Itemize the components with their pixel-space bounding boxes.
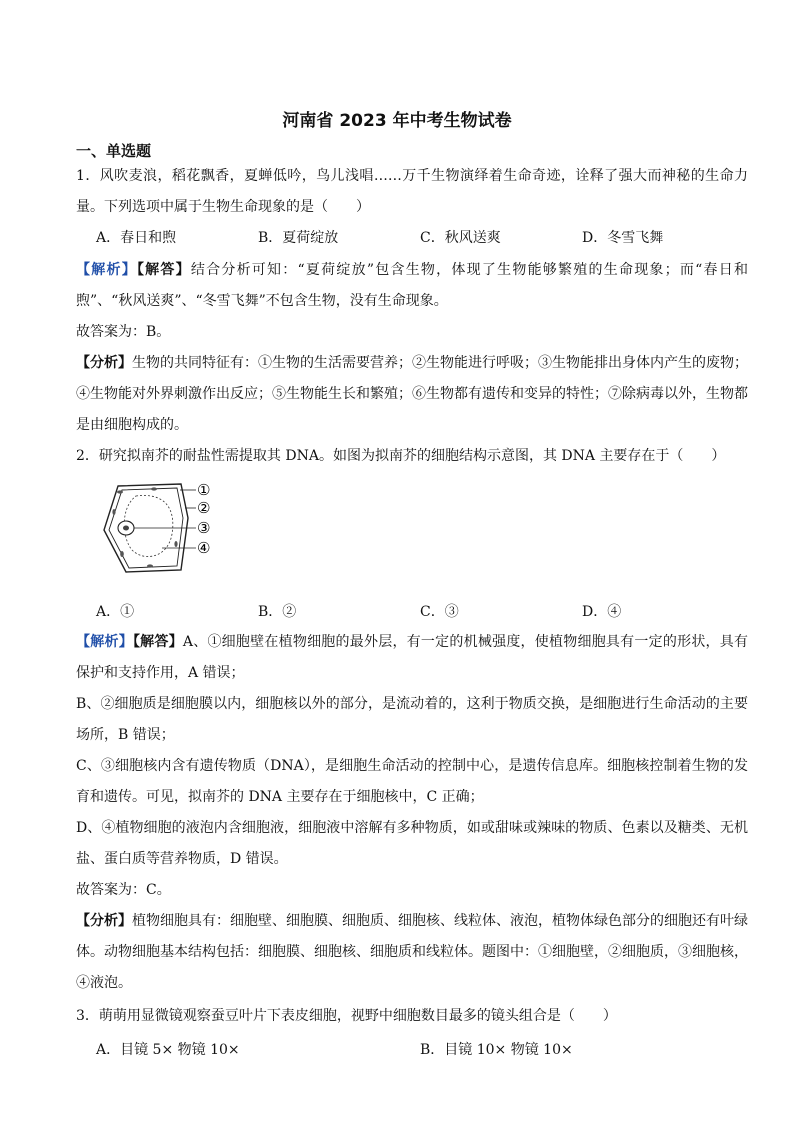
section-heading: 一、单选题 — [76, 142, 152, 160]
organelle-dot — [174, 541, 177, 547]
q2-analysis-b: B、②细胞质是细胞膜以内，细胞核以外的部分，是流动着的，这利于物质交换，是细胞进行生命活动的主要场所，B 错误； — [76, 696, 748, 743]
analysis-tag: 【解析】 — [76, 634, 133, 650]
answer-tag: 【解答】 — [136, 262, 191, 278]
figure-label-2: ② — [197, 499, 211, 517]
q1-option-b: B．夏荷绽放 — [258, 230, 339, 246]
q2-note-text: 植物细胞具有：细胞壁、细胞膜、细胞质、细胞核、线粒体、液泡，植物体绿色部分的细胞还有叶绿体。动物细胞基本结构包括：细胞膜、细胞核、细胞质和线粒体。题图中：①细胞壁，②细胞质，③细胞核，④液泡。 — [76, 913, 748, 991]
q2-stem: 2．研究拟南芥的耐盐性需提取其 DNA。如图为拟南芥的细胞结构示意图，其 DNA 主要存在于（ ） — [76, 448, 726, 464]
organelle-dot — [151, 487, 157, 490]
q1-option-a: A．春日和煦 — [96, 230, 177, 246]
q1-answer: 故答案为：B。 — [76, 324, 171, 340]
q2-answer: 故答案为：C。 — [76, 882, 171, 898]
q3-option-a: A．目镜 5× 物镜 10× — [96, 1042, 240, 1058]
q1-option-c: C．秋风送爽 — [420, 230, 501, 246]
q2-analysis-d: D、④植物细胞的液泡内含细胞液，细胞液中溶解有多种物质，如或甜味或辣味的物质、色素以及糖类、无机盐、蛋白质等营养物质，D 错误。 — [76, 820, 748, 867]
figure-label-1: ① — [197, 481, 211, 499]
q1-stem: 1．风吹麦浪，稻花飘香，夏蝉低吟，鸟儿浅唱……万千生物演绎着生命奇迹，诠释了强大而神秘的生命力量。下列选项中属于生物生命现象的是（ ） — [76, 168, 748, 215]
q2-note — [76, 906, 748, 999]
page-title: 河南省 2023 年中考生物试卷 — [282, 111, 512, 131]
q2-option-c: C．③ — [420, 604, 459, 620]
note-tag: 【分析】 — [76, 355, 132, 371]
q2-analysis-a — [76, 627, 748, 689]
organelle-dot — [112, 509, 115, 515]
q1-analysis-text: 结合分析可知：“夏荷绽放”包含生物，体现了生物能够繁殖的生命现象；而“春日和煦”、“秋风送爽”、“冬雪飞舞”不包含生物，没有生命现象。 — [76, 262, 748, 309]
q2-option-d: D．④ — [582, 604, 622, 620]
q2-analysis-c: C、③细胞核内含有遗传物质（DNA），是细胞生命活动的控制中心，是遗传信息库。细胞核控制着生物的发育和遗传。可见，拟南芥的 DNA 主要存在于细胞核中，C 正确； — [76, 758, 748, 805]
q2-option-b: B．② — [258, 604, 297, 620]
q2-analysis-line-a: A、①细胞壁在植物细胞的最外层，有一定的机械强度，使植物细胞具有一定的形状，具有保护和支持作用，A 错误； — [76, 634, 749, 681]
q3-option-b: B．目镜 10× 物镜 10× — [420, 1042, 573, 1058]
nucleolus-shape — [123, 526, 129, 531]
q3-stem: 3．萌萌用显微镜观察蚕豆叶片下表皮细胞，视野中细胞数目最多的镜头组合是（ ） — [76, 1008, 617, 1024]
plant-cell-diagram — [96, 478, 216, 578]
note-tag: 【分析】 — [76, 913, 132, 929]
answer-tag: 【解答】 — [132, 634, 183, 650]
q1-note — [76, 348, 748, 441]
q1-note-text: 生物的共同特征有：①生物的生活需要营养；②生物能进行呼吸；③生物能排出身体内产生的废物；④生物能对外界刺激作出反应；⑤生物能生长和繁殖；⑥生物都有遗传和变异的特性；⑦除病毒以外，生物都是由细胞构成的。 — [76, 355, 748, 433]
q1-option-d: D．冬雪飞舞 — [582, 230, 664, 246]
figure-label-3: ③ — [197, 519, 211, 537]
analysis-tag: 【解析】 — [76, 262, 137, 278]
q1-analysis — [76, 255, 748, 317]
q2-option-a: A．① — [96, 604, 135, 620]
organelle-dot — [117, 490, 123, 493]
organelle-dot — [147, 564, 153, 567]
figure-label-4: ④ — [197, 539, 211, 557]
organelle-dot — [120, 551, 124, 557]
